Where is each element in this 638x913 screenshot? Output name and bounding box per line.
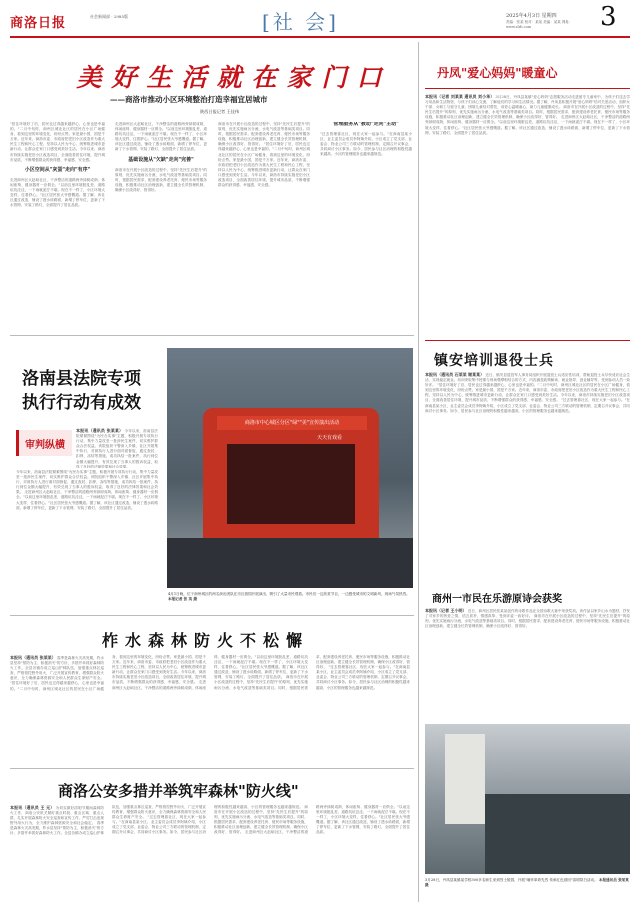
photo1-caption [168, 592, 414, 614]
court-body: 今年以来，洛南县法院紧紧围绕"为民办实事"主题，积极开展专项执行行动，集中力量攻坚一批涉民生案件，切实维护群众合法权益。该院组织干警深入乡镇、社区开展集中执行，对被执行人进行面对面督促，通过查封、扣押、冻结等措施，成功执结一批案件，执行到位金额大幅提升，有效兑现了当事人的胜诉权益，取得了良好的法律效果和社会效果。 [76, 429, 158, 468]
forest-body-2: "居住环境好了后，居民也过得越来越舒心，心里也是幸福的。"二月中旬时，商州区城北社区的居民在小区广场健身，看到这里的环境变化，纷纷点赞。家是最小国，国是千万家。近年来，商洛市委、市政府把老旧小区改造作为重大民生工程和民心工程，坚持以人民为中心，统筹推进城市更新行动，让群众在家门口感受到美好生活。今年以来，商洛市持续实施老旧小区改造项目，全面改善居住环境，提升城市品质，不断增强群众的获得感、幸福感、安全感。 [10, 655, 206, 691]
mom-rule [425, 88, 630, 89]
forest-body-3: 走进商州区大赵峪社区，干净整洁的道路两旁绿树成荫，休闲座椅、健身器材一应俱全。"以前这里环境脏乱差，道路坑坑洼洼，一下雨就泥泞不堪。现在不一样了，小区环境大变样，住着舒心。"社区居民张大爷感慨道。据了解，该社区通过改造，铺设了透水砖路面，新增了停车位，更新了下水管网，安装了路灯，全面提升了居住品质。 [112, 655, 308, 690]
lead-col1-text: "居住环境好了后，居民也过得越来越舒心，心里也是幸福的。"二月中旬时，商州区城北社区的居民在小区广场健身，看到这里的环境变化，纷纷点赞。家是最小国，国是千万家。近年来，商洛市委、市政府把老旧小区改造作为重大民生工程和民心工程，坚持以人民为中心，统筹推进城市更新行动，让群众在家门口感受到美好生活。今年以来，商洛市持续实施老旧小区改造项目，全面改善居住环境，提升城市品质，不断增强群众的获得感、幸福感、安全感。 [10, 122, 105, 162]
lead-col2-more: 商洛市在开展小区改造的过程中，坚持"先民生后提升"的原则，优先实施雨污分流、水电气改造等基础类项目。同时，根据居民需求，配套建设养老托育、便民市场等服务设施，积极推动社区治理创新，建立健全长效管理机制，确保小区改得好、管得好。 [115, 167, 207, 193]
troops-text [425, 372, 630, 580]
troops-headline: 镇安培训退役士兵 [434, 353, 554, 369]
newspaper-logo: 商洛日报 [10, 16, 67, 31]
court-text [76, 428, 158, 468]
court-headline-1: 洛南县法院专项 [22, 369, 141, 389]
court-body-3: 走进商州区大赵峪社区，干净整洁的道路两旁绿树成荫，休闲座椅、健身器材一应俱全。"以前这里环境脏乱差，道路坑坑洼洼，一下雨就泥泞不堪。现在不一样了，小区环境大变样，住着舒心。"社区居民张大爷感慨道。据了解，该社区通过改造，铺设了透水砖路面，新增了停车位，更新了下水管网，安装了路灯，全面提升了居住品质。 [16, 490, 158, 510]
lead-subhead-3: 管理服务从"被动"走向"主动" [333, 122, 399, 127]
audience [167, 538, 413, 588]
lead-col2 [115, 122, 207, 327]
divider-h3 [10, 768, 414, 769]
forest-text [10, 655, 410, 755]
lead-subhead-1: 小区空间从"灰蛋"走向"有序" [24, 166, 91, 173]
mom-byline: 本报讯（记者 刘某某 通讯员 刘小华） [425, 94, 495, 99]
divider-v [418, 42, 419, 902]
photo2-caption-text: 3月28日，丹凤县某镇某学校300多名师生来到烈士陵园，开展"缅怀革命先烈 传承红色基因"清明祭扫活动。 [425, 878, 598, 882]
editor-line: 责编：张某 校对：某某 美编：某某 网址：www.slrb.com [506, 20, 573, 29]
memorial-photo [425, 724, 630, 874]
court-body-2: 今年以来，洛南县法院紧紧围绕"为民办实事"主题，积极开展专项执行行动，集中力量攻坚一批涉民生案件，切实维护群众合法权益。该院组织干警深入乡镇、社区开展集中执行，对被执行人进行面对面督促，通过查封、扣押、冻结等措施，成功执结一批案件，执行到位金额大幅提升，有效兑现了当事人的胜诉权益，取得了良好的法律效果和社会效果。 [16, 470, 158, 495]
issue-date: 2025年4月3日 星期四 [506, 13, 557, 19]
poetry-body: 近日，商州区居民张某某创作的诗歌作品在全国诗歌大赛中荣获奖项。该作品以家乡山水为题材，抒发了对家乡的热爱之情，语言质朴，情感真挚，受到评委一致好评。 [425, 609, 630, 619]
troops-body-3: "过去管理靠社区，现在大家一起参与。"在商南县某小区，业主委员会成员李阿姨介绍，小区成立了党支部、业委会、物业公司三方联动的管理机制，定期召开议事会，共同商讨小区事务。如今，居民参与社区治理的积极性越来越高，小区的管理服务也越来越规范。 [425, 398, 630, 413]
lead-col2-text: 走进商州区大赵峪社区，干净整洁的道路两旁绿树成荫，休闲座椅、健身器材一应俱全。"以前这里环境脏乱差，道路坑坑洼洼，一下雨就泥泞不堪。现在不一样了，小区环境大变样，住着舒心。"社区居民张大爷感慨道。据了解，该社区通过改造，铺设了透水砖路面，新增了停车位，更新了下水管网，安装了路灯，全面提升了居住品质。 [115, 122, 207, 152]
mom-headline: 丹凤"爱心妈妈"暖童心 [437, 66, 558, 80]
police-body-5: 走进商州区大赵峪社区，干净整洁的道路两旁绿树成荫，休闲座椅、健身器材一应俱全。"以前这里环境脏乱差，道路坑坑洼洼，一下雨就泥泞不堪。现在不一样了，小区环境大变样，住着舒心。"社区居民张大爷感慨道。据了解，该社区通过改造，铺设了透水砖路面，新增了停车位，更新了下水管网，安装了路灯，全面提升了居住品质。 [244, 805, 410, 835]
photo1-credit: 本报记者 张 英 摄 [168, 597, 197, 601]
lead-col3 [218, 122, 310, 327]
court-badge-label: 审判纵横 [25, 440, 65, 451]
photo2-caption [425, 878, 630, 908]
section-title: [社 会] [262, 10, 339, 34]
lead-col4 [320, 122, 412, 327]
court-badge [16, 430, 72, 456]
court-byline: 本报讯（通讯员 张某某） [76, 428, 124, 433]
forest-byline: 本报讯（通讯员 张某某） [10, 655, 56, 660]
court-headline-2: 执行行动有成效 [22, 393, 141, 413]
forest-body-5: "过去管理靠社区，现在大家一起参与。"在商南县某小区，业主委员会成员李阿姨介绍，小区成立了党支部、业委会、物业公司三方联动的管理机制，定期召开议事会，共同商讨小区事务。如今，居民参与社区治理的积极性越来越高，小区的管理服务也越来越规范。 [316, 665, 410, 690]
lead-subtitle: ——商洛市推动小区环境整治打造幸福宜居城市 [110, 95, 268, 104]
lead-headline: 美好生活就在家门口 [76, 63, 392, 92]
memorial-monument [445, 734, 485, 824]
police-body: 为切实做好清明节期间森林防火工作，商洛公安机关紧盯重点时段、重点区域、重点人群，扎实开展森林防火安全巡查和宣传工作，严厉打击违规野外用火行为，全力维护森林资源安全和社会稳定。 [10, 806, 104, 826]
poetry-body-2: 商洛市在开展小区改造的过程中，坚持"先民生后提升"的原则，优先实施雨污分流、水电气改造等基础类项目。同时，根据居民需求，配套建设养老托育、便民市场等服务设施，积极推动社区治理创新，建立健全长效管理机制，确保小区改得好、管得好。 [425, 614, 630, 629]
mom-text [425, 94, 630, 334]
police-byline: 本报讯（通讯员 王 元） [10, 805, 55, 810]
masthead [0, 0, 638, 40]
troops-body: 近日，镇安县退役军人事务局组织开展退役士兵适应性培训，帮助退役士兵尽快适应社会生活、实现稳定就业。培训采取集中授课与现场观摩相结合的方式，内容涵盖政策解读、就业指导、创业辅导等，受到参训人员一致好评。 [425, 373, 630, 388]
troops-byline: 本报讯（通讯员 石某某 谢某某） [425, 372, 485, 377]
photo1-caption-text: 4月1日晚，位于商州城区的两名演出团队在市区游园开展演出，吸引了大量市民观看。市民们一边欣赏节目，一边感受城市的文明新风，现场气氛热烈。 [168, 592, 410, 596]
mom-body-2: 商洛市在开展小区改造的过程中，坚持"先民生后提升"的原则，优先实施雨污分流、水电气改造等基础类项目。同时，根据居民需求，配套建设养老托育、便民市场等服务设施，积极推动社区治理创新，建立健全长效管理机制，确保小区改得好、管得好。 [425, 105, 630, 120]
poetry-headline: 商州一市民在乐游原诗会获奖 [432, 594, 562, 605]
divider-h2 [10, 615, 414, 616]
forest-body: 春季是森林火灾高发期，柞水县坚持"预防为主、积极消灭"的方针，多措并举抓好森林防火工作。全县各镇办成立巡山护林队伍，加强重点林区巡查，严格管控野外用火，广泛开展宣传教育，增强群众防火意识，全力确保森林资源安全和人民群众生命财产安全。 [10, 656, 104, 681]
mom-body: 3月28日，丹凤县某镇"爱心妈妈"志愿服务活动走进留守儿童家中，为孩子们送去学习用品和生活物资，与孩子们谈心交流，了解他们的学习和生活情况。据了解，丹凤县积极开展"爱心妈妈"结对关爱活动，组织女干部、女职工与留守儿童、困境儿童结对帮扶，用爱心温暖童心，助力儿童健康成长。 [425, 95, 630, 110]
masthead-rule [10, 36, 630, 38]
poetry-text [425, 608, 630, 720]
divider-h1 [10, 335, 414, 336]
forest-body-4: 商洛市在开展小区改造的过程中，坚持"先民生后提升"的原则，优先实施雨污分流、水电气改造等基础类项目。同时，根据居民需求，配套建设养老托育、便民市场等服务设施，积极推动社区治理创新，建立健全长效管理机制，确保小区改得好、管得好。 [214, 655, 410, 690]
lead-col4-text: "过去管理靠社区，现在大家一起参与。"在商南县某小区，业主委员会成员李阿姨介绍，小区成立了党支部、业委会、物业公司三方联动的管理机制，定期召开议事会，共同商讨小区事务。如今，居民参与社区治理的积极性越来越高，小区的管理服务也越来越规范。 [320, 132, 412, 157]
performance-photo [167, 348, 413, 588]
photo2-credit: 本报通讯员 张某某 摄 [425, 878, 629, 887]
lead-byline: 陕西日报记者 王佳伟 [200, 109, 240, 114]
banner-strip [217, 416, 367, 430]
section-label: 社 会 [272, 10, 329, 34]
banner-subtext: 天天有戏看 [317, 435, 343, 441]
lead-col1-more: 走进商州区大赵峪社区，干净整洁的道路两旁绿树成荫，休闲座椅、健身器材一应俱全。"以前这里环境脏乱差，道路坑坑洼洼，一下雨就泥泞不堪。现在不一样了，小区环境大变样，住着舒心。"社区居民张大爷感慨道。据了解，该社区通过改造，铺设了透水砖路面，新增了停车位，更新了下水管网，安装了路灯，全面提升了居住品质。 [10, 177, 105, 208]
court-text-full [16, 470, 158, 570]
police-body-2: 春季是森林火灾高发期，柞水县坚持"预防为主、积极消灭"的方针，多措并举抓好森林防火工作。全县各镇办成立巡山护林队伍，加强重点林区巡查，严格管控野外用火，广泛开展宣传教育，增强群众防火意识，全力确保森林资源安全和人民群众生命财产安全。 [10, 805, 206, 836]
mom-body-3: 走进商州区大赵峪社区，干净整洁的道路两旁绿树成荫，休闲座椅、健身器材一应俱全。"以前这里环境脏乱差，道路坑坑洼洼，一下雨就泥泞不堪。现在不一样了，小区环境大变样，住着舒心。"社区居民张大爷感慨道。据了解，该社区通过改造，铺设了透水砖路面，新增了停车位，更新了下水管网，安装了路灯，全面提升了居住品质。 [425, 115, 630, 135]
lead-col3-more: "居住环境好了后，居民也过得越来越舒心，心里也是幸福的。"二月中旬时，商州区城北社区的居民在小区广场健身，看到这里的环境变化，纷纷点赞。家是最小国，国是千万家。近年来，商洛市委、市政府把老旧小区改造作为重大民生工程和民心工程，坚持以人民为中心，统筹推进城市更新行动，让群众在家门口感受到美好生活。今年以来，商洛市持续实施老旧小区改造项目，全面改善居住环境，提升城市品质，不断增强群众的获得感、幸福感、安全感。 [218, 142, 310, 188]
page-number: 3 [600, 2, 617, 32]
police-body-4: 商洛市在开展小区改造的过程中，坚持"先民生后提升"的原则，优先实施雨污分流、水电气改造等基础类项目。同时，根据居民需求，配套建设养老托育、便民市场等服务设施，积极推动社区治理创新，建立健全长效管理机制，确保小区改得好、管得好。 [214, 805, 308, 835]
forest-headline: 柞水森林防火不松懈 [102, 631, 310, 650]
troops-rule-top [425, 340, 630, 341]
police-headline: 商洛公安多措并举筑牢森林"防火线" [58, 782, 299, 800]
police-text [10, 805, 410, 905]
lead-subhead-2: 基础设施从"欠缺"走向"完善" [128, 156, 194, 163]
masthead-info: 社会新闻部 · 2985版 [90, 14, 128, 19]
poetry-byline: 本报讯（记者 王小明） [425, 608, 467, 613]
troops-body-2: "居住环境好了后，居民也过得越来越舒心，心里也是幸福的。"二月中旬时，商州区城北社区的居民在小区广场健身，看到这里的环境变化，纷纷点赞。家是最小国，国是千万家。近年来，商洛市委、市政府把老旧小区改造作为重大民生工程和民心工程，坚持以人民为中心，统筹推进城市更新行动，让群众在家门口感受到美好生活。今年以来，商洛市持续实施老旧小区改造项目，全面改善居住环境，提升城市品质，不断增强群众的获得感、幸福感、安全感。 [425, 383, 630, 403]
students-group [485, 794, 630, 874]
stage-screen [227, 444, 355, 524]
lead-col3-text: 商洛市在开展小区改造的过程中，坚持"先民生后提升"的原则，优先实施雨污分流、水电气改造等基础类项目。同时，根据居民需求，配套建设养老托育、便民市场等服务设施，积极推动社区治理创新，建立健全长效管理机制，确保小区改得好、管得好。 [218, 122, 310, 147]
lead-col1 [10, 122, 105, 327]
police-body-3: "过去管理靠社区，现在大家一起参与。"在商南县某小区，业主委员会成员李阿姨介绍，小区成立了党支部、业委会、物业公司三方联动的管理机制，定期召开议事会，共同商讨小区事务。如今，居民参与社区治理的积极性越来越高，小区的管理服务也越来越规范。 [112, 805, 304, 835]
banner-text: 商洛市中心城区分区"绿""美"宣传演出活动 [244, 420, 340, 426]
